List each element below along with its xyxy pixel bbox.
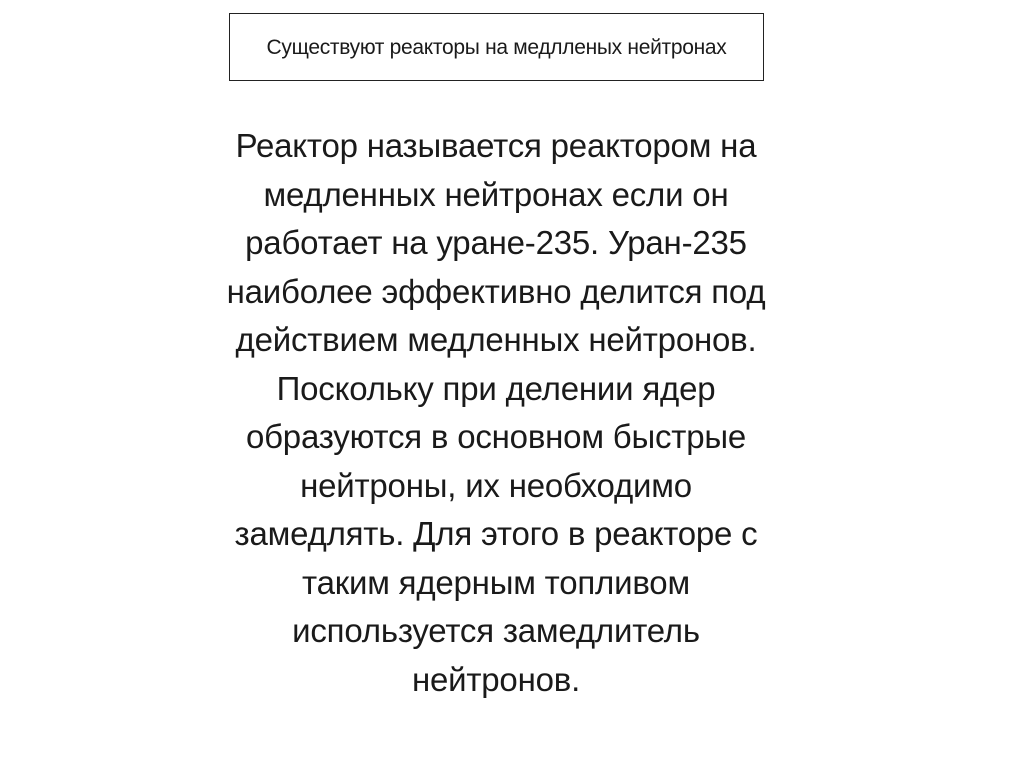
body-line: замедлять. Для этого в реакторе с: [234, 515, 758, 552]
slide-title: Существуют реакторы на медлленых нейтронах: [266, 35, 727, 59]
body-line: используется замедлитель: [292, 612, 700, 649]
body-line: медленных нейтронах если он: [263, 175, 729, 213]
slide-body-text: [150, 122, 842, 704]
body-line: работает на уране-235. Уран-235: [245, 224, 747, 261]
slide-title-box: [229, 13, 764, 81]
body-line: наиболее эффективно делится под: [226, 272, 766, 310]
body-line: действием медленных нейтронов.: [235, 321, 757, 358]
body-line: нейтроны, их необходимо: [300, 466, 692, 504]
body-line: таким ядерным топливом: [302, 563, 690, 601]
body-line: нейтронов.: [411, 660, 581, 698]
body-line: образуются в основном быстрые: [245, 418, 747, 455]
body-line: Реактор называется реактором на: [235, 127, 757, 164]
body-line: Поскольку при делении ядер: [276, 369, 716, 407]
